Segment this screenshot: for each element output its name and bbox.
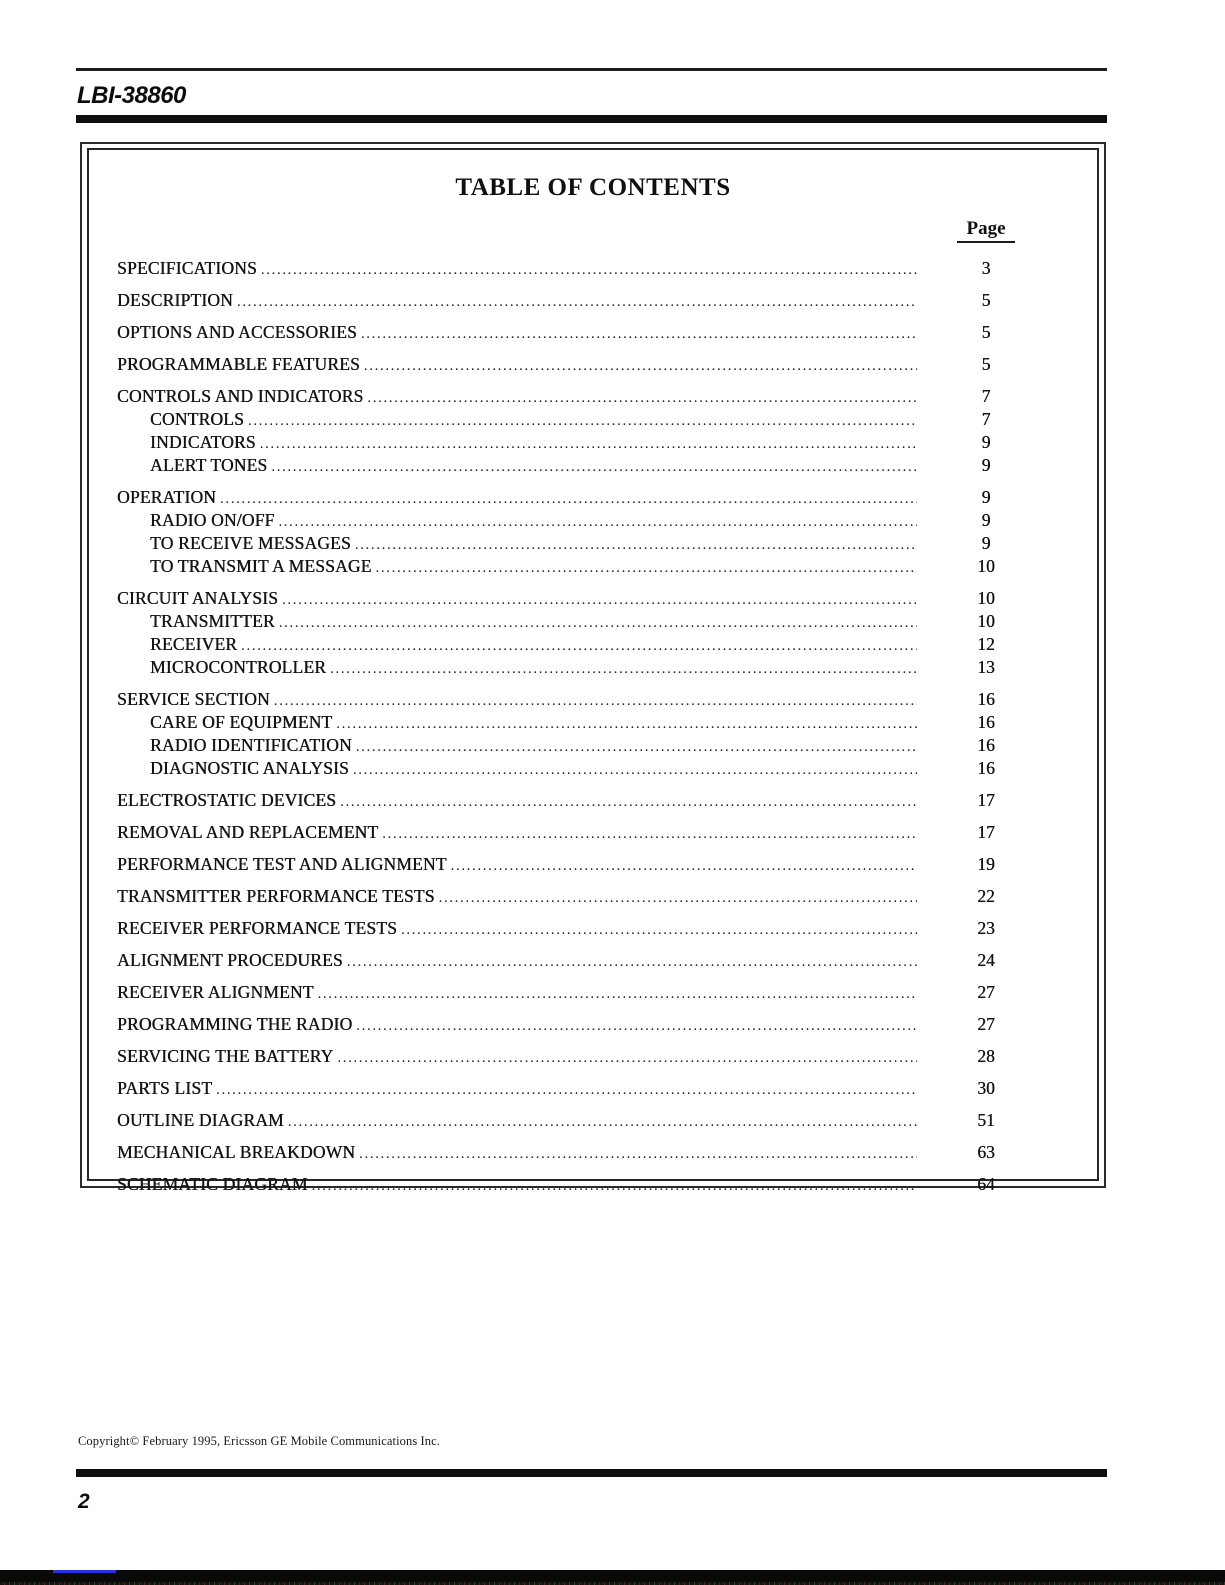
toc-entry: [117, 822, 1015, 845]
toc-entry: [117, 354, 1015, 377]
toc-entry: [117, 510, 1015, 533]
toc-entry-page: 5: [981, 322, 991, 342]
dot-leader: [382, 824, 917, 845]
toc-entry-page: 30: [977, 1078, 995, 1098]
toc-entry: [117, 487, 1015, 510]
toc-entry: [117, 886, 1015, 909]
toc-entry: [117, 258, 1015, 281]
copyright-notice: Copyright© February 1995, Ericsson GE Mobile Communications Inc.: [78, 1434, 441, 1448]
dot-leader: [241, 636, 917, 657]
toc-entry: [117, 950, 1015, 973]
toc-entry-page: 5: [981, 290, 991, 310]
toc-entry-label: MECHANICAL BREAKDOWN: [117, 1142, 356, 1162]
toc-entry: [117, 854, 1015, 877]
toc-entry-page: 16: [977, 735, 995, 755]
toc-entry: [117, 409, 1015, 432]
header-top-rule: [76, 68, 1107, 71]
page-column-header: Page: [957, 218, 1015, 243]
dot-leader: [355, 535, 917, 556]
dot-leader: [439, 888, 917, 909]
toc-entry-label: DIAGNOSTIC ANALYSIS: [150, 758, 349, 778]
toc-entry-page: 10: [977, 556, 995, 576]
toc-entry-label: SERVICING THE BATTERY: [117, 1046, 334, 1066]
toc-entry: [117, 689, 1015, 712]
toc-entry: [117, 982, 1015, 1005]
toc-entry: [117, 455, 1015, 478]
toc-entry-page: 16: [977, 689, 995, 709]
dot-leader: [451, 856, 917, 877]
toc-entry-label: SPECIFICATIONS: [117, 258, 257, 278]
page-number: 2: [78, 1490, 90, 1513]
scan-artifact-blue-line: [53, 1570, 116, 1573]
dot-leader: [248, 411, 917, 432]
toc-entry-label: OPERATION: [117, 487, 217, 507]
dot-leader: [318, 984, 917, 1005]
toc-title: TABLE OF CONTENTS: [455, 174, 731, 201]
scan-artifact-bar: [0, 1570, 1225, 1585]
toc-entry-page: 9: [981, 455, 991, 475]
toc-entry: [117, 588, 1015, 611]
toc-entry-page: 5: [981, 354, 991, 374]
toc-entry-label: PARTS LIST: [117, 1078, 213, 1098]
dot-leader: [274, 691, 917, 712]
toc-entry: [117, 918, 1015, 941]
toc-box: [80, 142, 1106, 1194]
dot-leader: [353, 760, 917, 781]
toc-entry-label: TO RECEIVE MESSAGES: [150, 533, 351, 553]
toc-entry-label: RECEIVER PERFORMANCE TESTS: [117, 918, 398, 938]
toc-box-inner-border: [87, 148, 1099, 1194]
toc-entry-label: TO TRANSMIT A MESSAGE: [150, 556, 372, 576]
toc-entry-page: 10: [977, 611, 995, 631]
dot-leader: [364, 356, 917, 377]
toc-entry-page: 51: [977, 1110, 995, 1130]
toc-entry: [117, 556, 1015, 579]
toc-entry: [117, 735, 1015, 758]
toc-entry-label: OPTIONS AND ACCESSORIES: [117, 322, 357, 342]
dot-leader: [278, 512, 917, 533]
toc-entry-label: DESCRIPTION: [117, 290, 233, 310]
toc-entry-label: PERFORMANCE TEST AND ALIGNMENT: [117, 854, 447, 874]
dot-leader: [359, 1144, 917, 1165]
toc-entry: [117, 386, 1015, 409]
toc-entry-page: 9: [981, 432, 991, 452]
toc-entry: [117, 1014, 1015, 1037]
toc-entry: [117, 790, 1015, 813]
toc-entry-label: MICROCONTROLLER: [150, 657, 327, 677]
toc-entry-page: 63: [977, 1142, 995, 1162]
toc-entry-page: 27: [977, 982, 995, 1002]
toc-entry: [117, 1078, 1015, 1101]
dot-leader: [330, 659, 917, 680]
toc-entry-label: RECEIVER: [150, 634, 238, 654]
toc-entry-page: 28: [977, 1046, 995, 1066]
dot-leader: [401, 920, 917, 941]
dot-leader: [220, 489, 917, 510]
toc-entry-label: RADIO ON/OFF: [150, 510, 275, 530]
dot-leader: [279, 613, 917, 634]
toc-entry-page: 7: [981, 386, 991, 406]
dot-leader: [282, 590, 917, 611]
toc-entry: [117, 533, 1015, 556]
toc-entry-page: 9: [981, 510, 991, 530]
toc-entry-label: CIRCUIT ANALYSIS: [117, 588, 279, 608]
toc-entry-page: 9: [981, 487, 991, 507]
document-number: LBI-38860: [77, 82, 186, 109]
dot-leader: [340, 792, 917, 813]
dot-leader: [237, 292, 917, 313]
dot-leader: [261, 260, 917, 281]
dot-leader: [361, 324, 917, 345]
toc-entry-label: REMOVAL AND REPLACEMENT: [117, 822, 379, 842]
toc-entry: [117, 634, 1015, 657]
dot-leader: [356, 1016, 917, 1037]
dot-leader: [376, 558, 917, 579]
toc-entry-label: PROGRAMMING THE RADIO: [117, 1014, 353, 1034]
dot-leader: [216, 1080, 917, 1101]
toc-entry-page: 16: [977, 758, 995, 778]
toc-entry-page: 7: [981, 409, 991, 429]
toc-entry-label: TRANSMITTER PERFORMANCE TESTS: [117, 886, 435, 906]
toc-entry: [117, 1174, 1015, 1197]
toc-entry-label: CONTROLS AND INDICATORS: [117, 386, 364, 406]
dot-leader: [288, 1112, 917, 1133]
toc-entry-page: 12: [977, 634, 995, 654]
dot-leader: [347, 952, 917, 973]
toc-entry: [117, 758, 1015, 781]
toc-entry: [117, 712, 1015, 735]
toc-entry-page: 22: [977, 886, 995, 906]
footer-thick-rule: [76, 1469, 1107, 1477]
toc-entry: [117, 1110, 1015, 1133]
toc-entry-page: 19: [977, 854, 995, 874]
toc-entry-label: RADIO IDENTIFICATION: [150, 735, 352, 755]
toc-entry-label: INDICATORS: [150, 432, 256, 452]
toc-entry-page: 64: [977, 1174, 995, 1194]
dot-leader: [260, 434, 917, 455]
toc-entry-label: PROGRAMMABLE FEATURES: [117, 354, 360, 374]
dot-leader: [336, 714, 917, 735]
dot-leader: [356, 737, 917, 758]
toc-entry-page: 13: [977, 657, 995, 677]
toc-entry: [117, 1046, 1015, 1069]
dot-leader: [271, 457, 917, 478]
toc-entry-page: 17: [977, 822, 995, 842]
toc-entry-label: TRANSMITTER: [150, 611, 275, 631]
toc-entry: [117, 322, 1015, 345]
toc-entry-label: OUTLINE DIAGRAM: [117, 1110, 284, 1130]
toc-entry-page: 17: [977, 790, 995, 810]
toc-entry-label: SCHEMATIC DIAGRAM: [117, 1174, 308, 1194]
toc-entry-label: CONTROLS: [150, 409, 244, 429]
toc-entry-page: 24: [977, 950, 995, 970]
toc-entry-label: ALERT TONES: [150, 455, 268, 475]
toc-entry-page: 23: [977, 918, 995, 938]
toc-entry-label: ALIGNMENT PROCEDURES: [117, 950, 343, 970]
toc-entry: [117, 657, 1015, 680]
toc-entry-page: 16: [977, 712, 995, 732]
toc-entry: [117, 611, 1015, 634]
dot-leader: [312, 1176, 917, 1197]
toc-entry-page: 9: [981, 533, 991, 553]
dot-leader: [367, 388, 917, 409]
toc-entry-page: 10: [977, 588, 995, 608]
header-thick-rule: [76, 115, 1107, 123]
toc-entry: [117, 290, 1015, 313]
toc-entry-label: RECEIVER ALIGNMENT: [117, 982, 314, 1002]
toc-entry-page: 27: [977, 1014, 995, 1034]
toc-entry-page: 3: [981, 258, 991, 278]
dot-leader: [337, 1048, 917, 1069]
toc-entry-label: ELECTROSTATIC DEVICES: [117, 790, 337, 810]
toc-list: [89, 247, 1097, 1197]
toc-entry: [117, 1142, 1015, 1165]
toc-entry-label: CARE OF EQUIPMENT: [150, 712, 333, 732]
toc-entry: [117, 432, 1015, 455]
toc-entry-label: SERVICE SECTION: [117, 689, 270, 709]
